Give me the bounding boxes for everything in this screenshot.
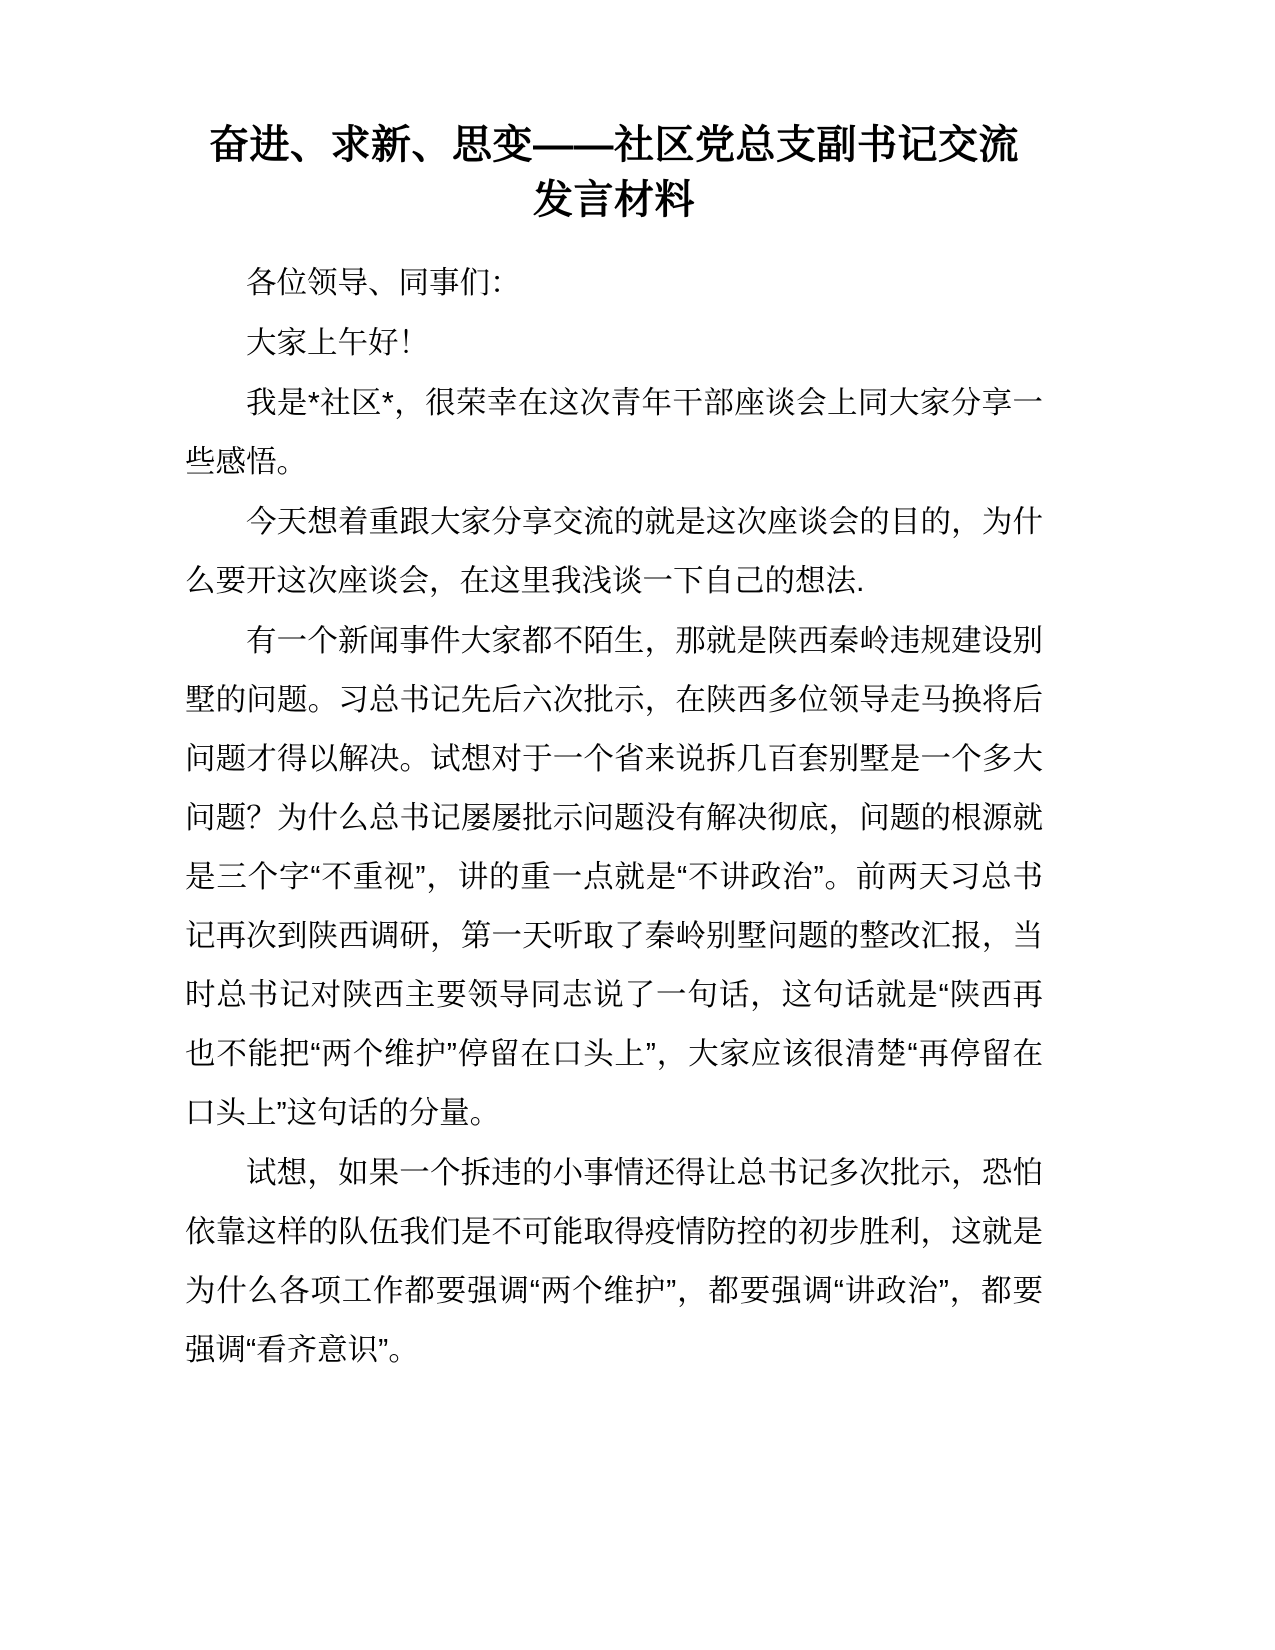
paragraph-salutation: 各位领导、同事们： — [246, 266, 521, 301]
paragraph-qinling-villa-case: 有一个新闻事件大家都不陌生，那就是陕西秦岭违规建设别墅的问题。习总书记先后六次批示，在陕西多位领导走马换将后问题才得以解决。试想对于一个省来说拆几百套别墅是一个多大问题？为什么总书记屡屡批示问题没有解决彻底，问题的根源就是三个字“不重视”，讲的重一点就是“不讲政治”。前两天习总书记再次到陕西调研，第一天听取了秦岭别墅问题的整改汇报，当时总书记对陕西主要领导同志说了一句话，这句话就是“陕西再也不能把“两个维护”停留在口头上”，大家应该很清楚“再停留在口头上”这句话的分量。 — [185, 624, 1043, 1131]
page-title: 奋进、求新、思变——社区党总支副书记交流发言材料 — [209, 123, 1019, 223]
paragraph-greeting: 大家上午好！ — [246, 326, 429, 361]
paragraph-political-awareness-conclusion: 试想，如果一个拆违的小事情还得让总书记多次批示，恐怕依靠这样的队伍我们是不可能取得疫情防控的初步胜利，这就是为什么各项工作都要强调“两个维护”，都要强调“讲政治”，都要强调“看齐意识”。 — [185, 1156, 1043, 1368]
paragraph-purpose-of-meeting: 今天想着重跟大家分享交流的就是这次座谈会的目的，为什么要开这次座谈会，在这里我浅谈一下自己的想法. — [185, 505, 1043, 599]
document-body — [185, 254, 1043, 1380]
paragraph-self-introduction: 我是*社区*，很荣幸在这次青年干部座谈会上同大家分享一些感悟。 — [185, 386, 1043, 480]
